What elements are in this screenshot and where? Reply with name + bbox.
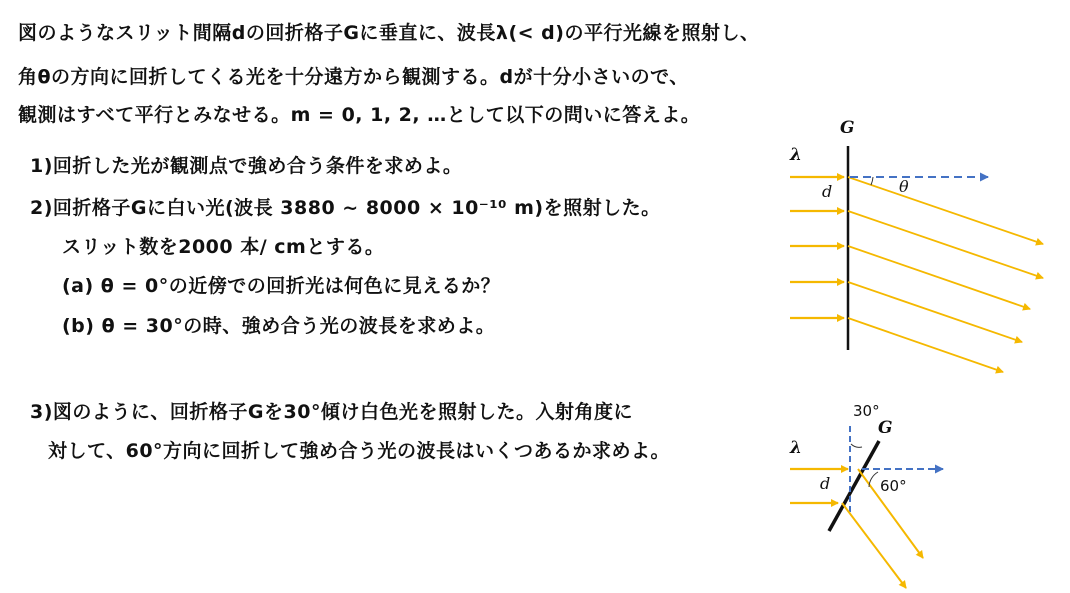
figure-2-tilted-grating <box>789 402 943 588</box>
question-2-line-1: 2)回折格子Gに白い光(波長 3880 ~ 8000 × 10⁻¹⁰ m)を照射した。 <box>30 197 661 219</box>
question-2-line-2: スリット数を2000 本/ cmとする。 <box>62 236 385 258</box>
problem-line-3: 観測はすべて平行とみなせる。m = 0, 1, 2, …として以下の問いに答えよ。 <box>18 104 701 126</box>
fig1-lambda-label: λ <box>790 145 802 165</box>
fig1-grating-label: G <box>840 118 855 138</box>
diffracted-ray <box>842 503 906 588</box>
question-2b: (b) θ = 30°の時、強め合う光の波長を求めよ。 <box>62 315 496 337</box>
diffracted-ray <box>848 177 1043 244</box>
incident-rays <box>790 177 844 318</box>
figure-1-perpendicular-grating <box>789 118 1043 372</box>
question-3-line-2: 対して、60°方向に回折して強め合う光の波長はいくつあるか求めよ。 <box>48 440 671 462</box>
fig1-theta-label: θ <box>899 177 909 196</box>
question-1: 1)回折した光が観測点で強め合う条件を求めよ。 <box>30 155 463 177</box>
diffracted-ray <box>848 246 1030 309</box>
question-3-line-1: 3)図のように、回折格子Gを30°傾け白色光を照射した。入射角度に <box>30 401 633 423</box>
diffracted-ray <box>848 282 1022 342</box>
fig2-grating-label: G <box>878 418 893 438</box>
fig2-angle-30-label: 30° <box>853 402 880 420</box>
fig2-incident-rays <box>790 469 848 503</box>
diffracted-ray <box>848 318 1003 372</box>
diffracted-ray <box>848 211 1043 278</box>
theta-arc <box>871 177 873 185</box>
diffracted-rays <box>848 177 1043 372</box>
problem-line-1: 図のようなスリット間隔dの回折格子Gに垂直に、波長λ(< d)の平行光線を照射し、 <box>18 22 760 44</box>
fig2-d-label: d <box>820 474 831 493</box>
fig1-d-label: d <box>822 182 833 201</box>
angle-30-arc <box>851 444 862 447</box>
problem-line-2: 角θの方向に回折してくる光を十分遠方から観測する。dが十分小さいので、 <box>18 66 689 88</box>
question-2a: (a) θ = 0°の近傍での回折光は何色に見えるか？ <box>62 275 501 297</box>
fig2-lambda-label: λ <box>790 438 802 458</box>
fig2-angle-60-label: 60° <box>880 477 907 495</box>
